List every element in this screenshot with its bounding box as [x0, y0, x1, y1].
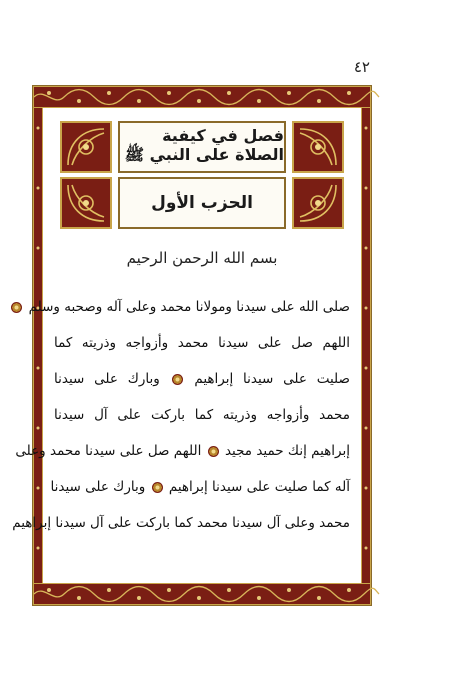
line-text: صلى الله على سيدنا ومولانا محمد وعلى آله وصحبه وسلم	[28, 299, 350, 315]
text-line	[50, 469, 350, 505]
floral-border-right	[361, 107, 371, 584]
page-number: ٤٢	[353, 58, 370, 76]
text-line	[54, 361, 350, 397]
arabesque-tile-ornament	[292, 177, 344, 229]
line-text: آله كما صليت على سيدنا إبراهيم	[168, 479, 350, 495]
text-line	[54, 325, 350, 361]
rosette-verse-marker-icon	[208, 446, 219, 457]
line-text: صليت على سيدنا إبراهيم	[194, 371, 350, 387]
rosette-verse-marker-icon	[172, 374, 183, 385]
rosette-verse-marker-icon	[11, 302, 22, 313]
arabesque-tile-ornament	[292, 121, 344, 173]
prayer-text	[12, 289, 350, 541]
floral-border-ornament	[34, 87, 374, 107]
section-title: الحزب الأول	[151, 193, 253, 213]
text-line	[54, 397, 350, 433]
rosette-verse-marker-icon	[152, 482, 163, 493]
arabesque-tile-ornament	[60, 121, 112, 173]
text-line	[28, 289, 350, 325]
line-text: وبارك على سيدنا	[54, 371, 160, 387]
floral-border-top	[33, 86, 371, 108]
text-line	[12, 505, 350, 541]
arabesque-tile-ornament	[60, 177, 112, 229]
chapter-title-box	[118, 121, 286, 173]
chapter-header	[60, 121, 344, 233]
line-text: اللهم صل على سيدنا محمد وعلى	[15, 443, 202, 459]
line-text: محمد وعلى آل سيدنا محمد كما باركت على آل سيدنا إبراهيم	[12, 515, 350, 531]
line-text: إبراهيم إنك حميد مجيد	[224, 443, 350, 459]
line-text: اللهم صل على سيدنا محمد وأزواجه وذريته كما	[54, 335, 350, 351]
line-text: وبارك على سيدنا	[50, 479, 146, 495]
floral-border-bottom	[33, 583, 371, 605]
section-title-box	[118, 177, 286, 229]
chapter-title: فصل في كيفية الصلاة على النبي ﷺ	[124, 126, 284, 164]
page-content	[12, 109, 360, 582]
basmala: بسم الله الرحمن الرحيم	[126, 249, 278, 267]
line-text: محمد وأزواجه وذريته كما باركت على آل سيدنا	[54, 407, 350, 423]
text-line	[15, 433, 350, 469]
ornamental-frame	[12, 85, 372, 606]
